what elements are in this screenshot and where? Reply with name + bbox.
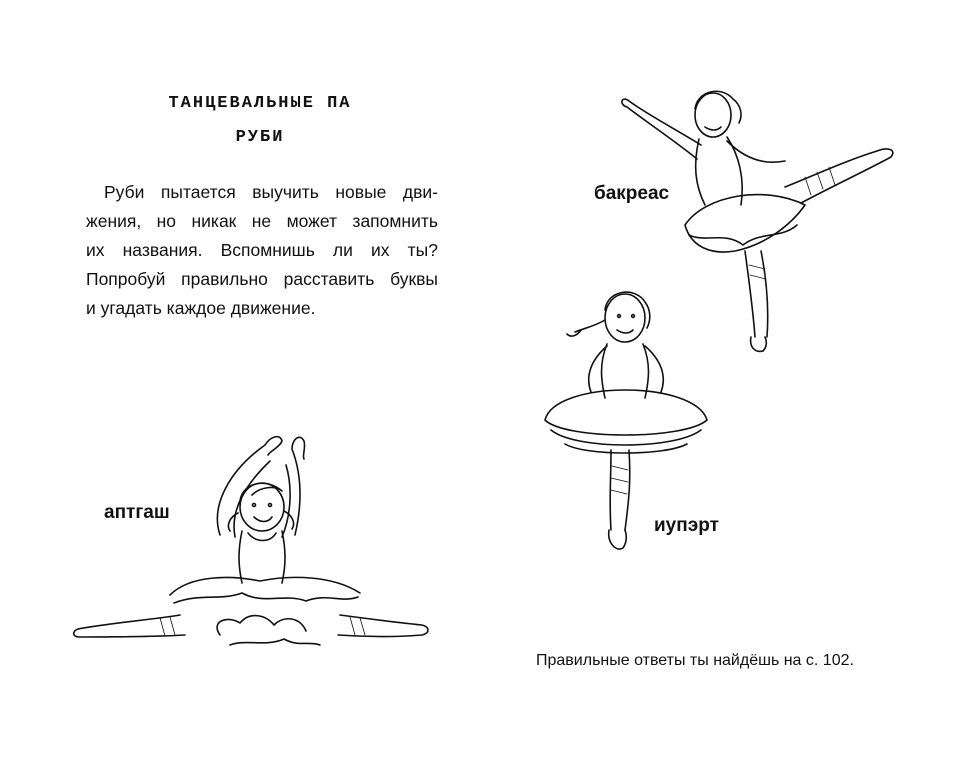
intro-line: их названия. Вспомнишь ли их ты?: [86, 240, 438, 260]
page-subtitle: РУБИ: [235, 128, 285, 147]
ballerina-split-illustration: [70, 425, 430, 655]
answer-note: Правильные ответы ты найдёшь на с. 102.: [536, 652, 854, 669]
intro-line: Попробуй правильно расставить буквы: [86, 269, 438, 289]
intro-line: и угадать каждое движение.: [86, 298, 316, 318]
ballerina-pointe-illustration: [525, 280, 725, 560]
scrambled-word-3: иупэрт: [654, 515, 719, 536]
intro-line: Руби пытается выучить новые дви-: [104, 182, 438, 202]
scrambled-word-1: аптгаш: [104, 502, 170, 523]
intro-line: жения, но никак не может запомнить: [86, 211, 438, 231]
page-title: ТАНЦЕВАЛЬНЫЕ ПА: [168, 94, 352, 113]
intro-paragraph: [86, 178, 438, 323]
scrambled-word-2: бакреас: [594, 183, 670, 204]
